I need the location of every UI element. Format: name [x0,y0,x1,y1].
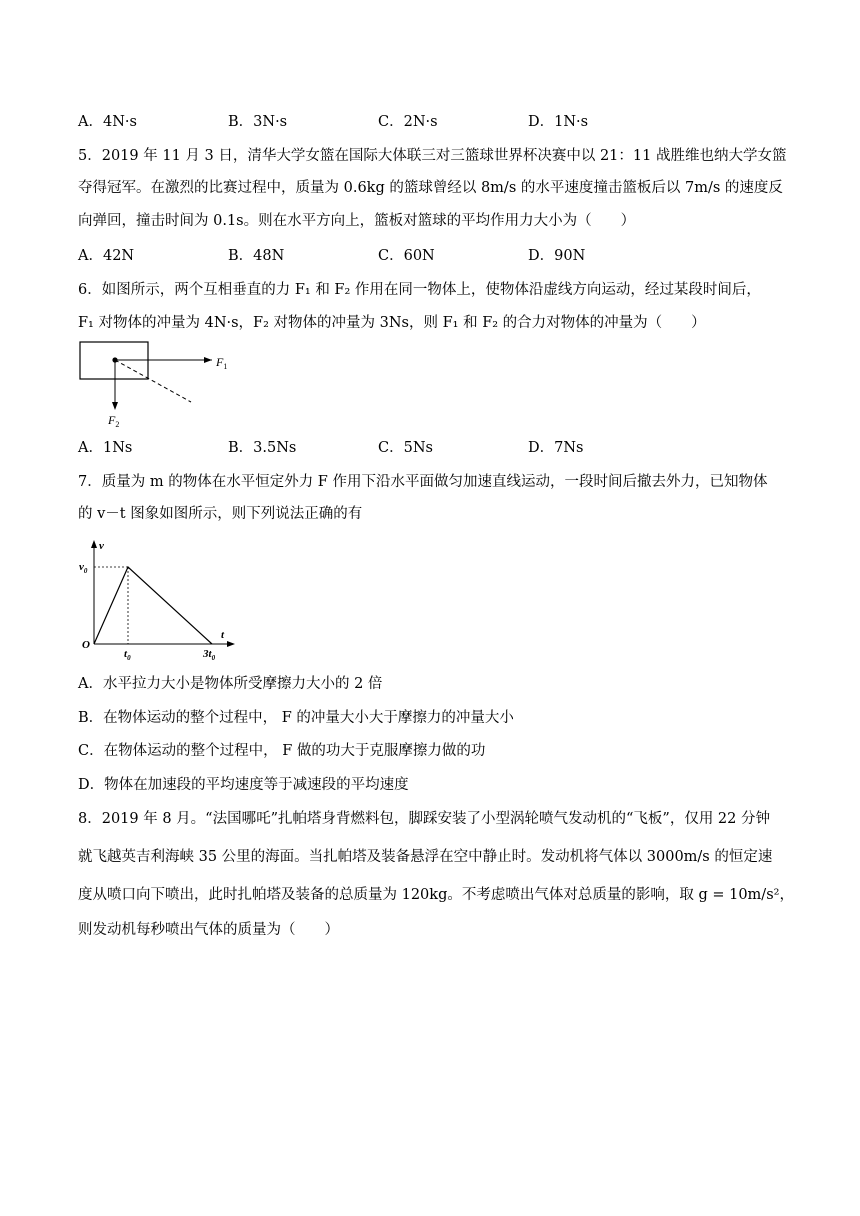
v0-label: $v_0$ [79,561,88,575]
3t0-label: $3t_0$ [203,648,216,660]
q7-vt-graph [76,536,246,660]
t-axis-arrowhead [227,641,235,647]
motion-dashed-line [115,360,191,402]
q4-option-a: A．4N·s [78,114,137,130]
f1-arrowhead [204,357,212,363]
q6-option-d: D．7Ns [528,440,584,456]
q7-option-c: C．在物体运动的整个过程中， F 做的功大于克服摩擦力做的功 [78,743,486,759]
f2-label: $F_2$ [108,413,120,429]
velocity-line [94,567,212,644]
v-axis-label: v [99,540,104,552]
t-axis-label: t [221,629,225,641]
q4-option-d: D．1N·s [528,114,589,130]
q7-option-b: B．在物体运动的整个过程中， F 的冲量大小大于摩擦力的冲量大小 [78,710,514,726]
q4-option-b: B．3N·s [228,114,288,130]
q7-option-d: D．物体在加速段的平均速度等于减速段的平均速度 [78,777,409,793]
q8-text-line: 8．2019 年 8 月。“法国哪吒”扎帕塔身背燃料包，脚踩安装了小型涡轮喷气发动机的“飞板”，仅用 22 分钟 [78,811,770,827]
q6-force-diagram [74,336,274,436]
q6-text-line: F₁ 对物体的冲量为 4N·s，F₂ 对物体的冲量为 3Ns，则 F₁ 和 F₂ 的合力对物体的冲量为（ ） [78,315,706,331]
q6-option-b: B．3.5Ns [228,440,297,456]
q5-option-a: A．42N [78,248,135,264]
q5-option-d: D．90N [528,248,586,264]
q6-option-c: C．5Ns [378,440,433,456]
q6-text-line: 6．如图所示，两个互相垂直的力 F₁ 和 F₂ 作用在同一物体上，使物体沿虚线方向运动，经过某段时间后， [78,282,761,298]
q7-option-a: A．水平拉力大小是物体所受摩擦力大小的 2 倍 [78,676,383,692]
q8-text-line: 则发动机每秒喷出气体的质量为（ ） [78,922,339,938]
q5-text-line: 向弹回，撞击时间为 0.1s。则在水平方向上，篮板对篮球的平均作用力大小为（ ） [78,213,636,229]
v-axis-arrowhead [91,540,97,548]
f2-arrowhead [112,402,118,410]
q5-option-b: B．48N [228,248,285,264]
q5-text-line: 5．2019 年 11 月 3 日，清华大学女篮在国际大体联三对三篮球世界杯决赛中以 21：11 战胜维也纳大学女篮 [78,148,787,164]
t0-label: $t_0$ [124,648,131,660]
q7-text-line: 的 v－t 图象如图所示，则下列说法正确的有 [78,506,363,522]
q6-option-a: A．1Ns [78,440,133,456]
origin-label: O [82,639,90,651]
q8-text-line: 就飞越英吉利海峡 35 公里的海面。当扎帕塔及装备悬浮在空中静止时。发动机将气体以 3000m/s 的恒定速 [78,849,773,865]
q4-option-c: C．2N·s [378,114,438,130]
q5-option-c: C．60N [378,248,435,264]
q8-text-line: 度从喷口向下喷出，此时扎帕塔及装备的总质量为 120kg。不考虑喷出气体对总质量的影响，取 g = 10m/s²， [78,887,794,903]
q7-text-line: 7．质量为 m 的物体在水平恒定外力 F 作用下沿水平面做匀加速直线运动，一段时间后撤去外力，已知物体 [78,474,768,490]
f1-label: $F_1$ [216,355,228,371]
q5-text-line: 夺得冠军。在激烈的比赛过程中，质量为 0.6kg 的篮球曾经以 8m/s 的水平速度撞击篮板后以 7m/s 的速度反 [78,180,783,196]
